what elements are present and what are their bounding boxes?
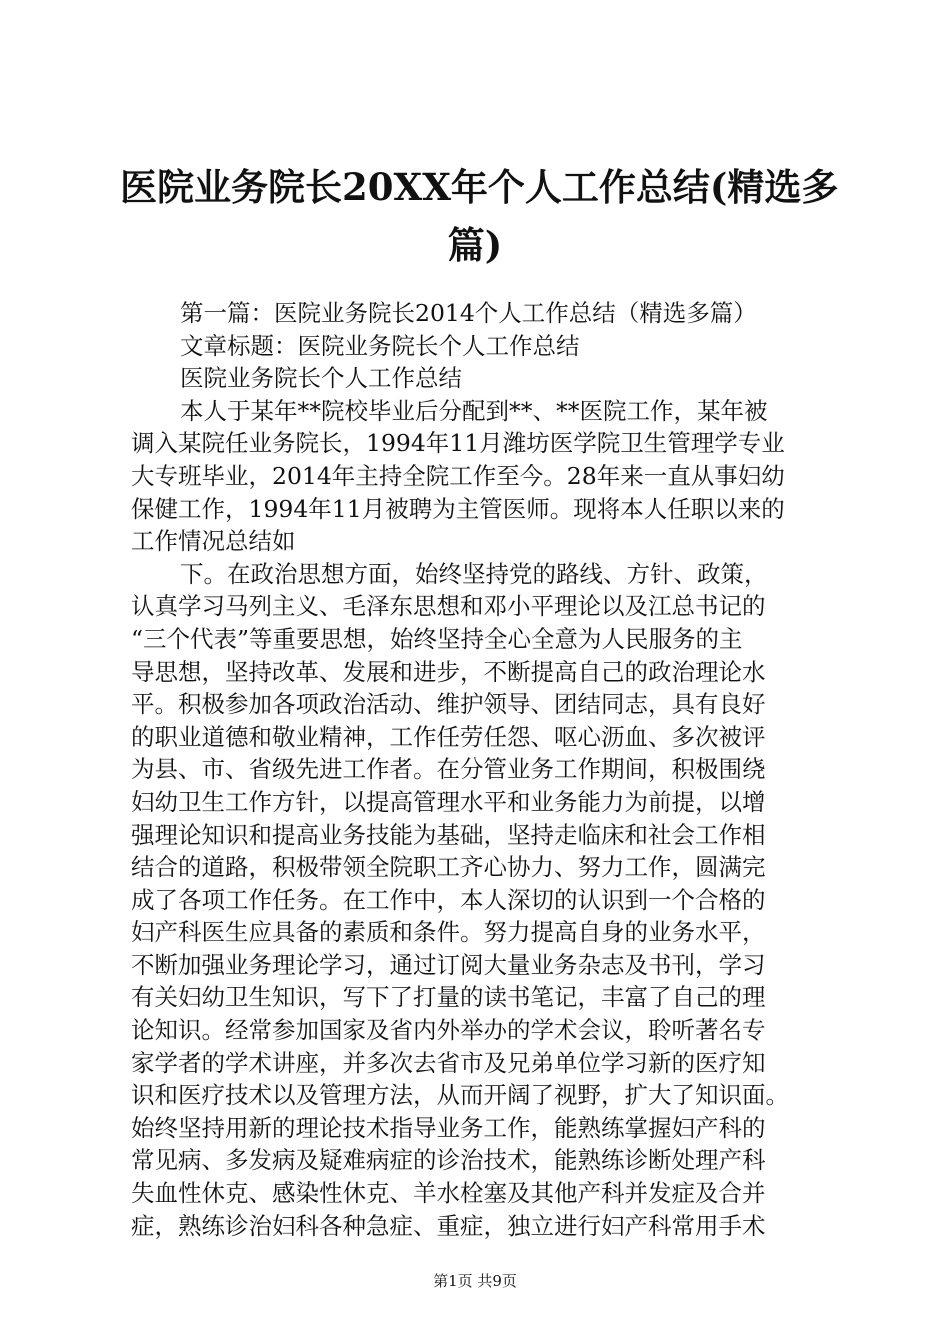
document-title [120,158,839,274]
paragraph-2 [131,558,831,1242]
text-line: 保健工作，1994年11月被聘为主管医师。现将本人任职以来的 [131,494,785,523]
document-body [131,297,831,1242]
text-line: 成了各项工作任务。在工作中，本人深切的认识到一个合格的 [131,885,766,914]
text-line: 结合的道路，积极带领全院职工齐心协力、努力工作，圆满完 [131,853,766,882]
text-line: 症，熟练诊治妇科各种急症、重症，独立进行妇产科常用手术 [131,1211,766,1240]
text-line: 工作情况总结如 [131,527,296,556]
text-line: 常见病、多发病及疑难病症的诊治技术，能熟练诊断处理产科 [131,1146,766,1175]
text-line: 大专班毕业，2014年主持全院工作至今。28年来一直从事妇幼 [131,461,785,490]
text-line: 本人于某年**院校毕业后分配到**、**医院工作，某年被 [180,396,768,425]
paragraph-1 [131,395,831,558]
article-title-line: 文章标题：医院业务院长个人工作总结 [180,331,580,360]
text-line: 家学者的学术讲座，并多次去省市及兄弟单位学习新的医疗知 [131,1048,766,1077]
title-line: 篇) [447,223,503,267]
text-line: 妇幼卫生工作方针，以提高管理水平和业务能力为前提，以增 [131,787,766,816]
text-line: 始终坚持用新的理论技术指导业务工作，能熟练掌握妇产科的 [131,1113,766,1142]
text-line: “三个代表”等重要思想，始终坚持全心全意为人民服务的主 [131,624,743,653]
text-line: 识和医疗技术以及管理方法，从而开阔了视野，扩大了知识面。 [131,1081,789,1110]
text-line: 导思想，坚持改革、发展和进步，不断提高自己的政治理论水 [131,657,766,686]
text-line: 失血性休克、感染性休克、羊水栓塞及其他产科并发症及合并 [131,1179,766,1208]
text-line: 下。在政治思想方面，始终坚持党的路线、方针、政策， [180,559,768,588]
text-line: 妇产科医生应具备的素质和条件。努力提高自身的业务水平， [131,918,766,947]
text-line: 平。积极参加各项政治活动、维护领导、团结同志，具有良好 [131,690,766,719]
section-heading: 第一篇：医院业务院长2014个人工作总结（精选多篇） [180,299,757,327]
subtitle-line: 医院业务院长个人工作总结 [180,364,462,393]
text-line: 调入某院任业务院长，1994年11月潍坊医学院卫生管理学专业 [131,429,785,458]
text-line: 不断加强业务理论学习，通过订阅大量业务杂志及书刊，学习 [131,950,766,979]
text-line: 有关妇幼卫生知识，写下了打量的读书笔记，丰富了自己的理 [131,983,766,1012]
text-line: 为县、市、省级先进工作者。在分管业务工作期间，积极围绕 [131,755,766,784]
text-line: 强理论知识和提高业务技能为基础，坚持走临床和社会工作相 [131,820,766,849]
text-line: 论知识。经常参加国家及省内外举办的学术会议，聆听著名专 [131,1016,766,1045]
text-line: 的职业道德和敬业精神，工作任劳任怨、呕心沥血、多次被评 [131,722,766,751]
title-line: 医院业务院长20XX年个人工作总结(精选多 [120,165,839,209]
page-number-footer: 第1页 共9页 [433,1272,517,1290]
text-line: 认真学习马列主义、毛泽东思想和邓小平理论以及江总书记的 [131,592,766,621]
